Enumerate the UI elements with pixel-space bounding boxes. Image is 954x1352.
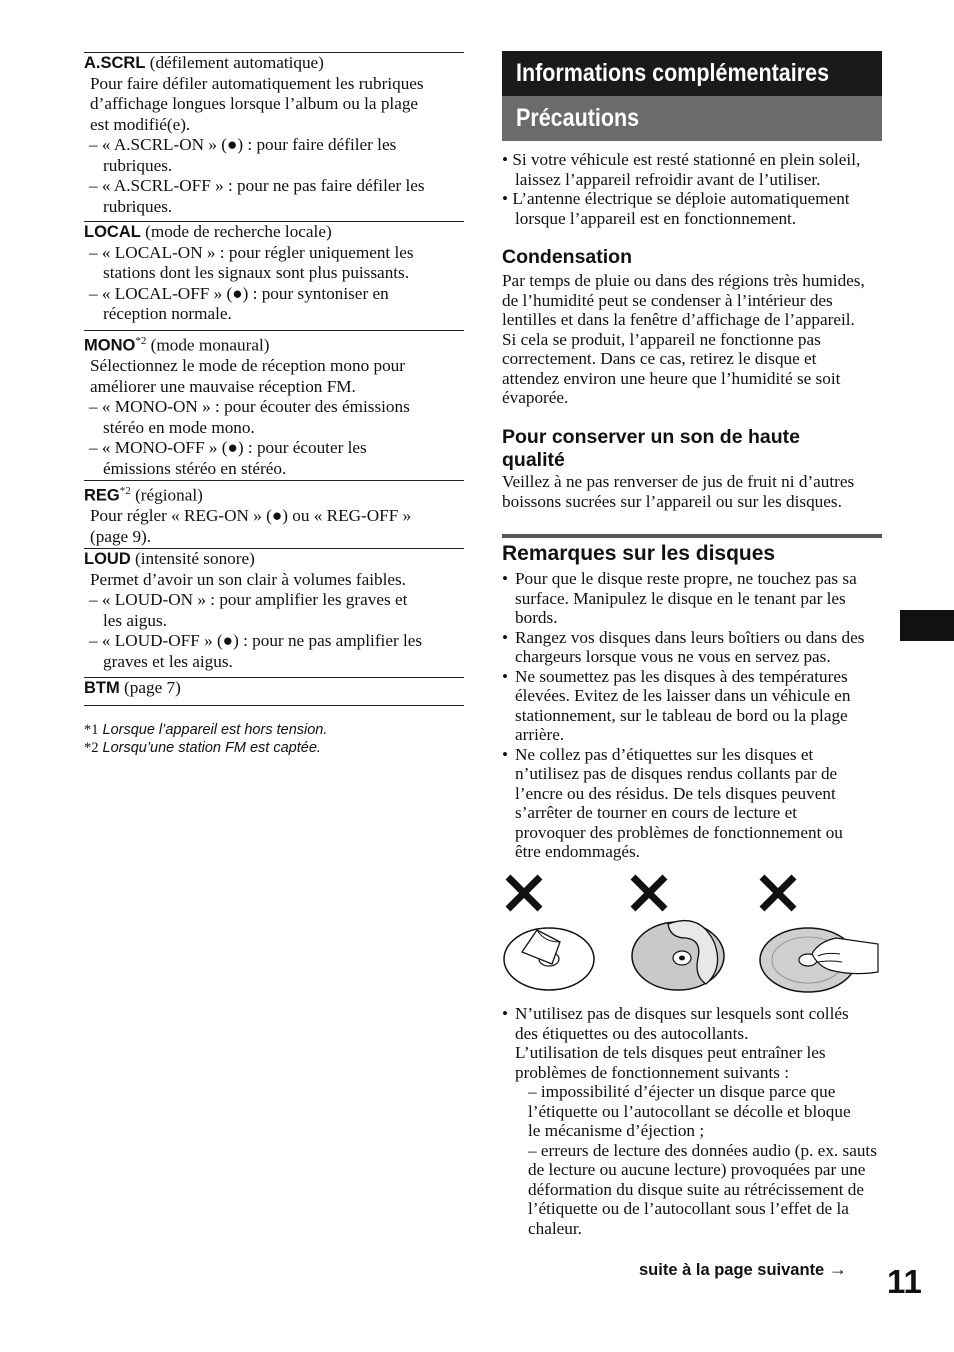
bullet-item	[502, 628, 882, 667]
text-line: élevées. Evitez de les laisser dans un véhicule en	[515, 686, 851, 705]
setting-line: est modifié(e).	[90, 114, 191, 134]
section-divider	[502, 534, 882, 538]
setting-line: Pour régler « REG-ON » (●) ou « REG-OFF »	[90, 506, 412, 526]
continue-note: suite à la page suivante →	[639, 1259, 847, 1279]
setting-heading	[84, 331, 464, 356]
intro-bullets	[502, 150, 882, 228]
text-line: boissons sucrées sur l’appareil ou sur les disques.	[502, 491, 842, 511]
setting-description: (régional)	[135, 485, 203, 505]
setting-term: MONO	[84, 336, 136, 355]
text-line: Rangez vos disques dans leurs boîtiers ou dans des	[515, 627, 865, 647]
text-line: lentilles et dans la fenêtre d’affichage de l’appareil.	[502, 310, 855, 329]
sub-item	[515, 1082, 882, 1141]
setting-term: LOCAL	[84, 223, 141, 241]
bullet-item: • L’antenne électrique se déploie automatiquement lorsque l’appareil est en fonctionnement.	[502, 189, 850, 228]
warped-disc-icon	[632, 921, 724, 990]
text-line: l’étiquette ou de l’autocollant sous l’effet de la	[528, 1199, 849, 1218]
setting-line: – « A.SCRL-ON » (●) : pour faire défiler les	[89, 135, 397, 154]
setting-heading	[84, 678, 464, 699]
setting-heading	[84, 53, 464, 74]
bullet-item	[502, 1004, 882, 1238]
setting-line: d’affichage longues lorsque l’album ou la plage	[90, 94, 419, 113]
disc-with-sticker-icon	[504, 928, 594, 990]
paragraph-son	[502, 472, 882, 511]
disques-bullets	[502, 569, 882, 862]
text-line: Pour que le disque reste propre, ne touchez pas sa	[515, 569, 857, 588]
bullet-icon: •	[502, 627, 509, 647]
setting-heading	[84, 222, 464, 243]
setting-line: – « MONO-ON » : pour écouter des émissions	[89, 397, 410, 417]
setting-entry-reg	[84, 481, 464, 547]
setting-line: graves et les aigus.	[103, 651, 233, 671]
setting-term: REG	[84, 486, 120, 505]
section-banner-precautions: Précautions	[502, 96, 882, 141]
setting-line: Pour faire défiler automatiquement les rubriques	[90, 73, 424, 93]
setting-description: (page 7)	[124, 678, 181, 697]
bullet-item: • Si votre véhicule est resté stationné en plein soleil, laissez l’appareil refroidir avant de l’utiliser.	[502, 150, 861, 189]
setting-description: (défilement automatique)	[149, 53, 324, 72]
setting-line: stéréo en mode mono.	[103, 417, 255, 437]
bullet-item	[502, 745, 882, 862]
setting-line: stations dont les signaux sont plus puissants.	[103, 263, 410, 282]
sub-item	[515, 1141, 882, 1239]
bullet-icon: •	[502, 569, 509, 588]
footnote-ref: *2	[119, 485, 131, 497]
disc-illustrations	[500, 872, 884, 996]
setting-line: rubriques.	[103, 155, 173, 175]
setting-term: BTM	[84, 679, 120, 697]
text-line: Par temps de pluie ou dans des régions très humides,	[502, 271, 865, 290]
setting-line: – « LOCAL-OFF » (●) : pour syntoniser en	[89, 283, 389, 303]
text-line: stationnement, sur le tableau de bord ou la plage	[515, 705, 848, 725]
entry-divider	[84, 705, 464, 706]
setting-entry-mono	[84, 331, 464, 479]
arrow-right-icon: →	[828, 1259, 847, 1279]
paragraph-condensation	[502, 271, 882, 408]
section-banner-informations: Informations complémentaires	[502, 51, 882, 96]
footnotes	[84, 721, 464, 757]
footnote-2: *2 Lorsqu’une station FM est captée.	[84, 740, 321, 756]
setting-line: Permet d’avoir un son clair à volumes faibles.	[90, 569, 406, 589]
section-tab	[900, 610, 954, 641]
bullet-icon: •	[502, 744, 509, 764]
footnote-ref: *2	[135, 335, 147, 347]
text-line: provoquer des problèmes de fonctionnement ou	[515, 822, 843, 842]
setting-line: améliorer une mauvaise réception FM.	[90, 376, 356, 396]
setting-line: rubriques.	[103, 196, 173, 216]
text-line: être endommagés.	[515, 842, 641, 861]
text-line: l’étiquette ou l’autocollant se décolle et bloque	[528, 1101, 851, 1121]
bullet-item	[502, 667, 882, 745]
heading-remarques-disques: Remarques sur les disques	[502, 542, 776, 565]
text-line: Ne soumettez pas les disques à des températures	[515, 666, 848, 686]
setting-line: – « LOUD-OFF » (●) : pour ne pas amplifier les	[89, 631, 423, 650]
text-line: chargeurs lorsque vous ne vous en servez pas.	[515, 647, 831, 666]
text-line: – impossibilité d’éjecter un disque parce que	[528, 1082, 836, 1101]
setting-term: A.SCRL	[84, 54, 146, 72]
autocollants-bullet	[502, 1004, 882, 1238]
text-line: le mécanisme d’éjection ;	[528, 1121, 705, 1140]
text-line: Ne collez pas d’étiquettes sur les disques et	[515, 744, 814, 764]
text-line: déformation du disque suite au rétrécissement de	[528, 1179, 865, 1199]
text-line: – erreurs de lecture des données audio (p. ex. sauts	[528, 1140, 877, 1160]
setting-entry-local	[84, 222, 464, 325]
cross-icon	[762, 877, 794, 909]
setting-line: les aigus.	[103, 610, 167, 630]
heading-condensation: Condensation	[502, 246, 632, 268]
bullet-icon: •	[502, 666, 509, 686]
setting-entry-loud	[84, 549, 464, 672]
setting-entry-ascrl	[84, 53, 464, 217]
setting-heading	[84, 481, 464, 506]
setting-line: – « LOUD-ON » : pour amplifier les graves et	[89, 590, 408, 609]
setting-line: (page 9).	[90, 526, 152, 546]
setting-line: Sélectionnez le mode de réception mono pour	[90, 356, 405, 376]
text-line: attendez environ une heure que l’humidité se soit	[502, 368, 841, 388]
setting-description: (intensité sonore)	[135, 549, 255, 568]
sticky-disc-hand-icon	[760, 928, 878, 992]
cross-icon	[633, 877, 665, 909]
page-number: 11	[887, 1263, 922, 1300]
text-line: s’arrêter de tourner en cours de lecture et	[515, 803, 798, 822]
setting-line: émissions stéréo en stéréo.	[103, 458, 287, 478]
text-line: N’utilisez pas de disques sur lesquels sont collés	[515, 1004, 849, 1023]
setting-term: LOUD	[84, 550, 131, 568]
text-line: l’encre ou des résidus. De tels disques peuvent	[515, 783, 836, 803]
setting-line: – « A.SCRL-OFF » : pour ne pas faire défiler les	[89, 176, 425, 195]
bullet-item	[502, 569, 882, 628]
text-line: L’utilisation de tels disques peut entraîner les	[515, 1043, 826, 1062]
setting-entry-btm	[84, 678, 464, 699]
text-line: Si cela se produit, l’appareil ne fonctionne pas	[502, 329, 821, 349]
text-line: arrière.	[515, 725, 565, 744]
setting-heading	[84, 549, 464, 570]
heading-son-qualite: Pour conserver un son de haute qualité	[502, 426, 800, 471]
text-line: n’utilisez pas de disques rendus collants par de	[515, 764, 838, 783]
text-line: de lecture ou aucune lecture) provoquées par une	[528, 1160, 866, 1179]
setting-line: – « MONO-OFF » (●) : pour écouter les	[89, 438, 367, 458]
setting-line: réception normale.	[103, 304, 232, 323]
text-line: chaleur.	[528, 1218, 582, 1238]
setting-description: (mode monaural)	[150, 335, 270, 355]
text-line: de l’humidité peut se condenser à l’intérieur des	[502, 290, 833, 310]
text-line: bords.	[515, 608, 558, 627]
cross-icon	[508, 877, 540, 909]
text-line: des étiquettes ou des autocollants.	[515, 1023, 749, 1043]
setting-line: – « LOCAL-ON » : pour régler uniquement les	[89, 242, 414, 262]
text-line: Veillez à ne pas renverser de jus de fruit ni d’autres	[502, 472, 855, 491]
bullet-icon: •	[502, 1004, 509, 1023]
text-line: évaporée.	[502, 388, 569, 407]
setting-description: (mode de recherche locale)	[145, 222, 332, 241]
text-line: problèmes de fonctionnement suivants :	[515, 1062, 789, 1082]
footnote-1: *1 Lorsque l’appareil est hors tension.	[84, 722, 328, 738]
text-line: surface. Manipulez le disque en le tenant par les	[515, 588, 846, 608]
text-line: correctement. Dans ce cas, retirez le disque et	[502, 349, 817, 368]
